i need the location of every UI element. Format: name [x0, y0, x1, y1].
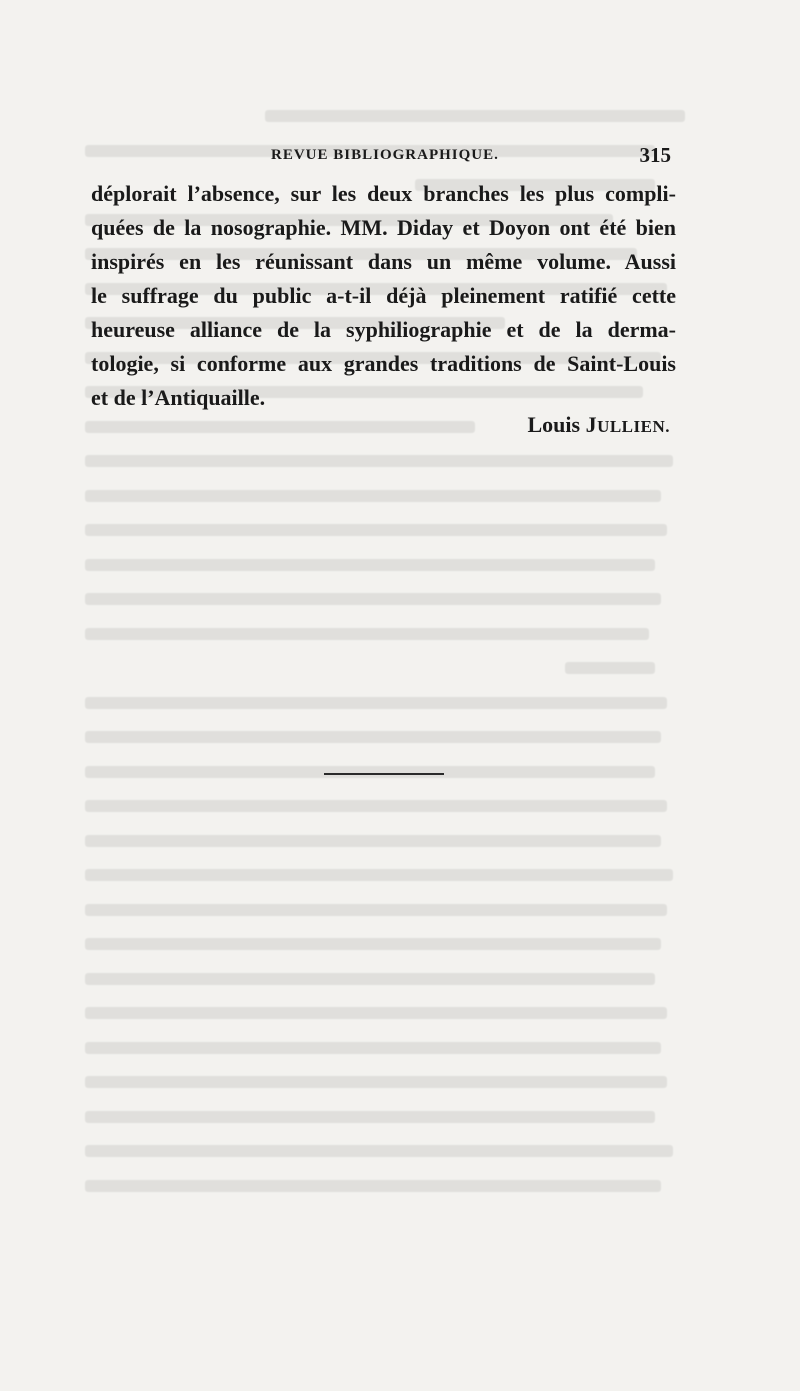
author-signature — [527, 412, 670, 438]
running-title: REVUE BIBLIOGRAPHIQUE. — [271, 147, 499, 163]
page-header — [91, 143, 671, 173]
text-line: le suffrage du public a-t-il déjà pleinement ratifié cette — [91, 283, 676, 308]
body-paragraph — [91, 177, 676, 415]
text-line: déplorait l’absence, sur les deux branches les plus compli- — [91, 181, 676, 206]
text-line: quées de la nosographie. MM. Diday et Doyon ont été bien — [91, 215, 676, 240]
text-line: tologie, si conforme aux grandes traditions de Saint-Louis — [91, 351, 676, 376]
page-number: 315 — [639, 143, 671, 167]
signature-surname: JULLIEN. — [585, 412, 670, 437]
text-line: heureuse alliance de la syphiliographie et de la derma- — [91, 317, 676, 342]
text-line: inspirés en les réunissant dans un même volume. Aussi — [91, 249, 676, 274]
text-line: et de l’Antiquaille. — [91, 385, 266, 410]
signature-first-name: Louis — [527, 412, 586, 437]
section-divider — [324, 773, 444, 775]
